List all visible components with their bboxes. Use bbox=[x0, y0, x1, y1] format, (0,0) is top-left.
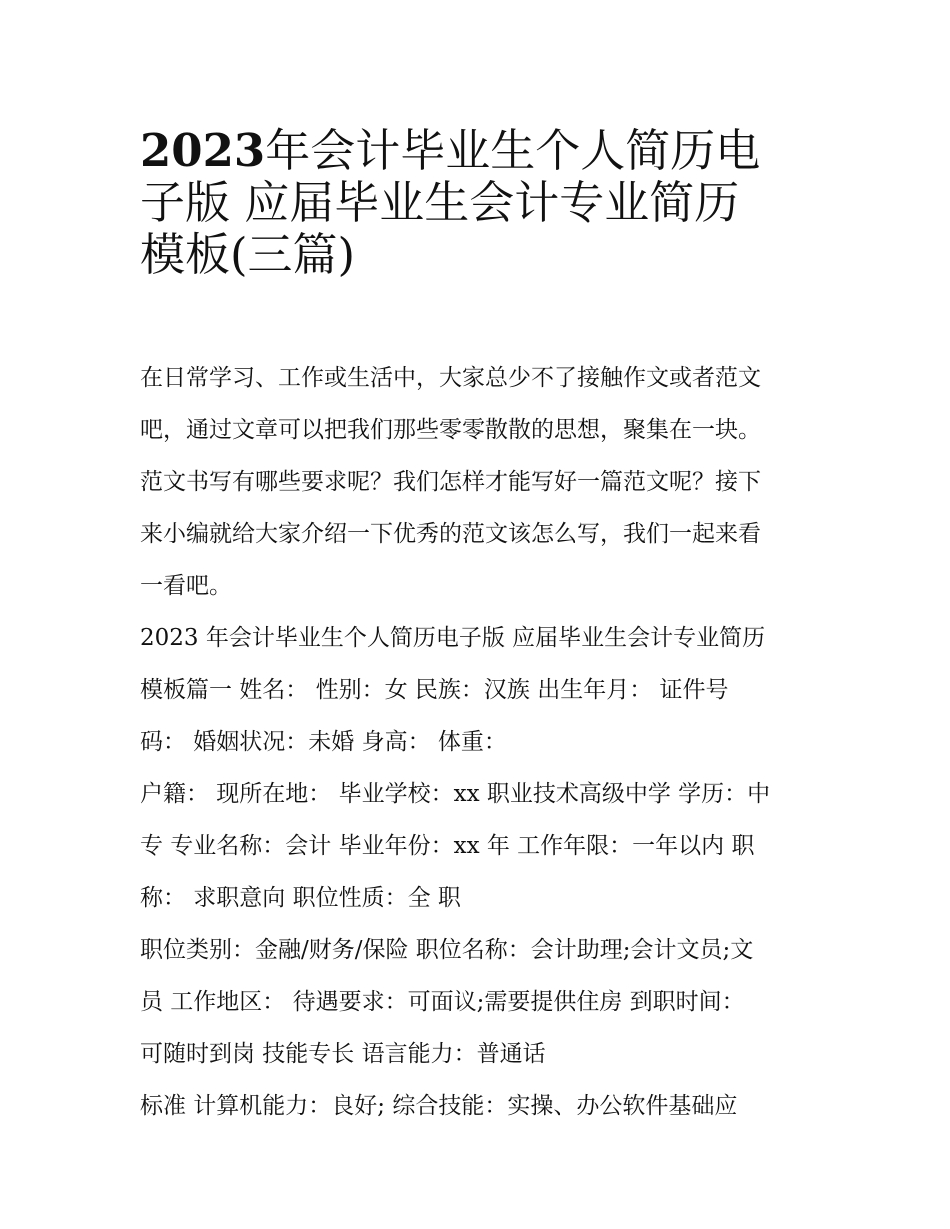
body-line: 户籍： 现所在地： 毕业学校：xx 职业技术高级中学 学历：中 bbox=[140, 781, 771, 807]
document-body bbox=[140, 352, 820, 1132]
document-title bbox=[140, 112, 820, 281]
title-line-2: 子版 应届毕业生会计专业简历 bbox=[140, 176, 740, 229]
body-line: 专 专业名称：会计 毕业年份：xx 年 工作年限：一年以内 职 bbox=[140, 833, 755, 859]
education-paragraph bbox=[140, 768, 820, 924]
body-line: 一看吧。 bbox=[140, 573, 232, 599]
body-line: 称： 求职意向 职位性质：全 职 bbox=[140, 885, 461, 911]
body-line: 员 工作地区： 待遇要求：可面议;需要提供住房 到职时间： bbox=[140, 989, 745, 1015]
title-line-3: 模板(三篇) bbox=[140, 228, 356, 281]
job-intent-paragraph bbox=[140, 924, 820, 1080]
body-line: 来小编就给大家介绍一下优秀的范文该怎么写，我们一起来看 bbox=[140, 521, 761, 547]
resume-heading-paragraph bbox=[140, 612, 820, 768]
body-line: 可随时到岗 技能专长 语言能力：普通话 bbox=[140, 1041, 546, 1067]
body-line: 范文书写有哪些要求呢？我们怎样才能写好一篇范文呢？接下 bbox=[140, 469, 761, 495]
body-line: 码： 婚姻状况：未婚 身高： 体重： bbox=[140, 729, 507, 755]
skills-paragraph bbox=[140, 1080, 820, 1132]
body-line: 标准 计算机能力：良好; 综合技能：实操、办公软件基础应 bbox=[140, 1093, 738, 1119]
intro-paragraph bbox=[140, 352, 820, 612]
body-line: 在日常学习、工作或生活中，大家总少不了接触作文或者范文 bbox=[140, 365, 761, 391]
title-line-1-text: 年会计毕业生个人简历电 bbox=[265, 124, 761, 177]
title-line-1 bbox=[140, 112, 820, 177]
title-year: 2023 bbox=[140, 124, 266, 177]
body-line: 吧，通过文章可以把我们那些零零散散的思想，聚集在一块。 bbox=[140, 417, 761, 443]
body-line: 2023 年会计毕业生个人简历电子版 应届毕业生会计专业简历 bbox=[140, 625, 766, 651]
body-line: 模板篇一 姓名： 性别：女 民族：汉族 出生年月： 证件号 bbox=[140, 677, 729, 703]
body-line: 职位类别：金融/财务/保险 职位名称：会计助理;会计文员;文 bbox=[140, 937, 754, 963]
